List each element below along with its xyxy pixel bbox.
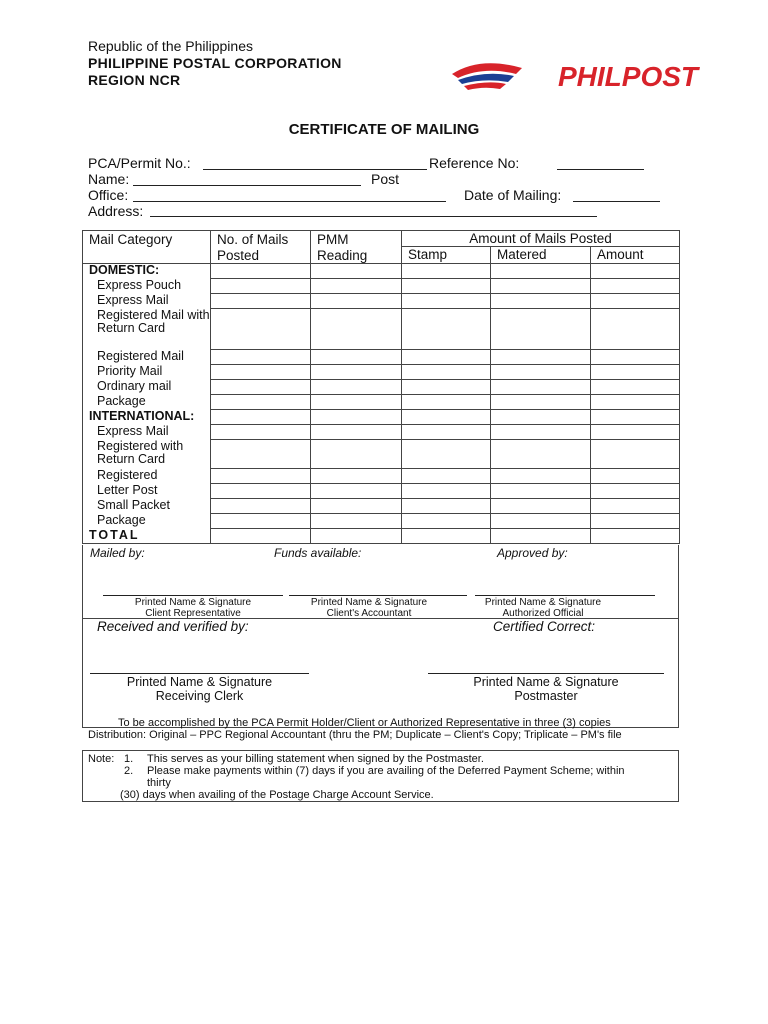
signature-section [82,545,679,728]
pmm-reading-cell[interactable] [311,410,402,425]
stamp-cell[interactable] [402,514,491,529]
col-no-mails-header: No. of Mails Posted [211,231,311,264]
amount-cell[interactable] [591,365,680,380]
stamp-cell[interactable] [402,395,491,410]
pmm-reading-cell[interactable] [311,294,402,309]
amount-cell[interactable] [591,395,680,410]
amount-cell[interactable] [591,294,680,309]
pmm-reading-cell[interactable] [311,365,402,380]
table-row [83,395,680,410]
stamp-cell[interactable] [402,499,491,514]
philpost-swoosh-icon [450,54,700,96]
stamp-cell[interactable] [402,529,491,544]
reference-field[interactable] [557,169,644,170]
pmm-reading-cell[interactable] [311,309,402,350]
philpost-logo [450,54,700,96]
mails-posted-cell[interactable] [211,380,311,395]
approved-by-label: Approved by: [497,546,568,560]
postmaster-caption: Printed Name & Signature Postmaster [473,675,619,703]
date-field[interactable] [573,201,660,202]
header-region: REGION NCR [88,72,181,88]
mail-category-cell: Registered [83,469,211,484]
amount-cell[interactable] [591,499,680,514]
note-1-number: 1. [124,753,134,765]
matered-cell[interactable] [491,350,591,365]
note-2-text: Please make payments within (7) days if you are availing of the Deferred Payment Scheme; within [147,765,625,777]
matered-cell[interactable] [491,395,591,410]
mails-posted-cell[interactable] [211,365,311,380]
logo-text: PHILPOST [557,61,698,92]
matered-cell[interactable] [491,309,591,350]
mail-category-cell: Express Mail [83,294,211,309]
amount-cell[interactable] [591,264,680,279]
matered-cell[interactable] [491,365,591,380]
table-row [83,365,680,380]
note-label: Note: [88,753,115,765]
domestic-section-row [83,264,680,279]
mails-posted-cell[interactable] [211,529,311,544]
col-matered-header: Matered [491,247,591,264]
stamp-cell[interactable] [402,279,491,294]
note-2-end: (30) days when availing of the Postage Charge Account Service. [120,789,434,801]
pmm-reading-cell[interactable] [311,264,402,279]
pmm-reading-cell[interactable] [311,484,402,499]
pmm-reading-cell[interactable] [311,440,402,469]
note-2-number: 2. [124,765,134,777]
amount-cell[interactable] [591,529,680,544]
mail-category-cell: Priority Mail [83,365,211,380]
date-label: Date of Mailing: [464,187,562,203]
stamp-cell[interactable] [402,410,491,425]
table-row [83,350,680,365]
mail-category-cell: Express Pouch [83,279,211,294]
table-row [83,440,680,469]
matered-cell[interactable] [491,440,591,469]
pmm-reading-cell[interactable] [311,350,402,365]
page-title: CERTIFICATE OF MAILING [288,121,480,138]
approved-signature-line[interactable] [475,595,655,596]
table-row [83,294,680,309]
mails-posted-cell[interactable] [211,279,311,294]
col-amount-group-header: Amount of Mails Posted [402,231,680,247]
mail-category-cell: Package [83,395,211,410]
mail-category-cell: TOTAL [83,529,211,544]
matered-cell[interactable] [491,425,591,440]
mail-category-cell: DOMESTIC: [83,264,211,279]
header-corporation: PHILIPPINE POSTAL CORPORATION [88,55,342,71]
table-row [83,309,680,350]
pmm-reading-cell[interactable] [311,469,402,484]
mails-posted-cell[interactable] [211,425,311,440]
pmm-reading-cell[interactable] [311,529,402,544]
office-field[interactable] [133,201,446,202]
pmm-reading-cell[interactable] [311,279,402,294]
stamp-cell[interactable] [402,264,491,279]
mails-posted-cell[interactable] [211,294,311,309]
amount-cell[interactable] [591,484,680,499]
pmm-reading-cell[interactable] [311,425,402,440]
amount-cell[interactable] [591,425,680,440]
mail-category-cell: Package [83,514,211,529]
mailed-by-signature-line[interactable] [103,595,283,596]
matered-cell[interactable] [491,499,591,514]
mails-posted-cell[interactable] [211,309,311,350]
mails-posted-cell[interactable] [211,395,311,410]
mailed-by-label: Mailed by: [90,546,145,560]
mails-posted-cell[interactable] [211,484,311,499]
mail-category-cell: Letter Post [83,484,211,499]
notes-box [82,750,679,802]
stamp-cell[interactable] [402,365,491,380]
table-row [83,484,680,499]
amount-cell[interactable] [591,469,680,484]
amount-cell[interactable] [591,514,680,529]
matered-cell[interactable] [491,279,591,294]
mails-posted-cell[interactable] [211,440,311,469]
col-stamp-header: Stamp [402,247,491,264]
amount-cell[interactable] [591,309,680,350]
col-category-header: Mail Category [83,231,211,264]
table-row [83,469,680,484]
table-row [83,514,680,529]
mail-category-cell: INTERNATIONAL: [83,410,211,425]
col-amount-header: Amount [591,247,680,264]
address-field[interactable] [150,216,597,217]
pmm-reading-cell[interactable] [311,380,402,395]
funds-available-label: Funds available: [274,546,362,560]
office-label: Office: [88,187,129,203]
matered-cell[interactable] [491,484,591,499]
approved-caption: Printed Name & Signature Authorized Official [484,597,602,619]
matered-cell[interactable] [491,469,591,484]
stamp-cell[interactable] [402,294,491,309]
pmm-reading-cell[interactable] [311,499,402,514]
receiving-clerk-caption: Printed Name & Signature Receiving Clerk [126,675,273,703]
mail-category-cell: Registered Mail [83,350,211,365]
stamp-cell[interactable] [402,484,491,499]
received-verified-label: Received and verified by: [97,619,249,634]
amount-cell[interactable] [591,410,680,425]
funds-caption: Printed Name & Signature Client's Accountant [310,597,428,619]
matered-cell[interactable] [491,529,591,544]
table-row [83,380,680,395]
note-2-continuation: thirty [147,777,171,789]
name-field[interactable] [133,185,361,186]
table-row [83,499,680,514]
table-row [83,279,680,294]
receiving-clerk-signature-line[interactable] [90,673,309,674]
mails-posted-cell[interactable] [211,410,311,425]
name-label: Name: [88,171,130,187]
col-pmm-header: PMM Reading [311,231,402,264]
international-section-row [83,410,680,425]
header-republic: Republic of the Philippines [88,38,253,54]
mails-posted-cell[interactable] [211,350,311,365]
mail-category-cell: Express Mail [83,425,211,440]
table-row [83,425,680,440]
postmaster-signature-line[interactable] [428,673,664,674]
address-label: Address: [88,203,144,219]
mail-category-cell: Small Packet [83,499,211,514]
stamp-cell[interactable] [402,309,491,350]
stamp-cell[interactable] [402,469,491,484]
mail-category-cell: Registered with Return Card [83,440,211,469]
note-1-text: This serves as your billing statement when signed by the Postmaster. [147,753,484,765]
matered-cell[interactable] [491,294,591,309]
matered-cell[interactable] [491,410,591,425]
matered-cell[interactable] [491,264,591,279]
funds-signature-line[interactable] [289,595,467,596]
mail-category-table [82,230,680,544]
instructions-line-2: Distribution: Original – PPC Regional Accountant (thru the PM; Duplicate – Client's Copy; Triplicate – PM's file [88,729,622,741]
mails-posted-cell[interactable] [211,514,311,529]
amount-cell[interactable] [591,279,680,294]
pmm-reading-cell[interactable] [311,395,402,410]
mails-posted-cell[interactable] [211,469,311,484]
mails-posted-cell[interactable] [211,264,311,279]
stamp-cell[interactable] [402,350,491,365]
mail-category-cell: Ordinary mail [83,380,211,395]
table-header-row [83,231,680,247]
mailed-by-caption: Printed Name & Signature Client Representative [134,597,252,619]
permit-field[interactable] [203,169,427,170]
mail-category-cell: Registered Mail with Return Card [83,309,211,350]
amount-cell[interactable] [591,350,680,365]
instructions-line-1: To be accomplished by the PCA Permit Holder/Client or Authorized Representative in three (3) copies [118,717,611,729]
stamp-cell[interactable] [402,380,491,395]
matered-cell[interactable] [491,380,591,395]
certified-correct-label: Certified Correct: [493,619,596,634]
permit-label: PCA/Permit No.: [88,155,191,171]
stamp-cell[interactable] [402,440,491,469]
mails-posted-cell[interactable] [211,499,311,514]
amount-cell[interactable] [591,380,680,395]
stamp-cell[interactable] [402,425,491,440]
reference-label: Reference No: [429,155,520,171]
post-label: Post [371,171,400,187]
amount-cell[interactable] [591,440,680,469]
matered-cell[interactable] [491,514,591,529]
pmm-reading-cell[interactable] [311,514,402,529]
total-row [83,529,680,544]
